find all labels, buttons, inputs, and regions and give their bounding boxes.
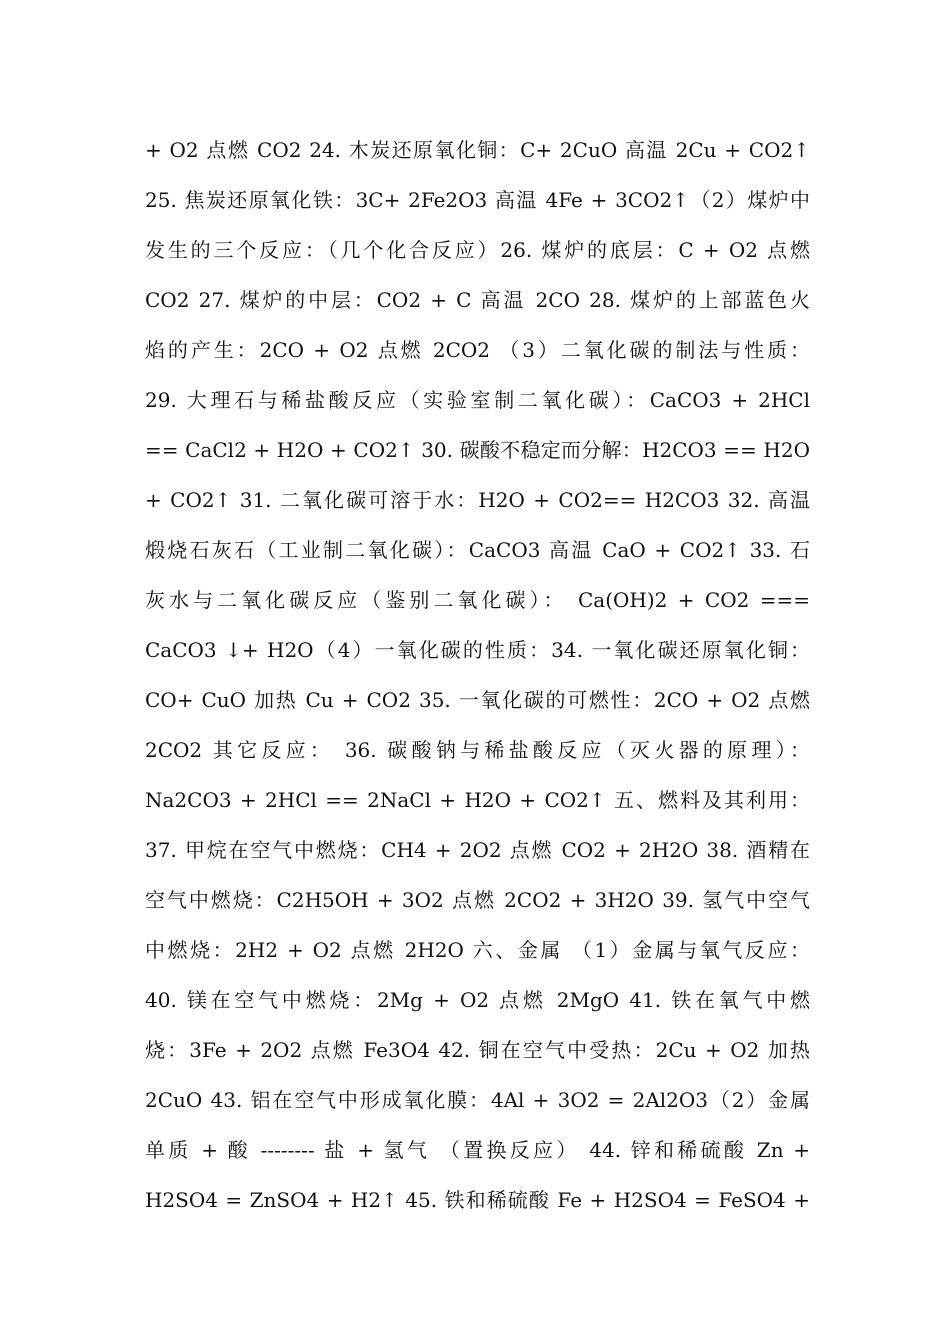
text-line: 37. 甲烷在空气中燃烧：CH4 + 2O2 点燃 CO2 + 2H2O 38. 酒精在 bbox=[145, 838, 810, 862]
text-line: 发生的三个反应：（几个化合反应）26. 煤炉的底层：C + O2 点燃 bbox=[145, 238, 810, 262]
body-text bbox=[145, 128, 810, 1228]
text-line: 煅烧石灰石（工业制二氧化碳）：CaCO3 高温 CaO + CO2↑ 33. 石 bbox=[145, 538, 810, 562]
text-line: 空气中燃烧：C2H5OH + 3O2 点燃 2CO2 + 3H2O 39. 氢气中空气 bbox=[145, 888, 810, 912]
text-line: 单质 + 酸 -------- 盐 + 氢气 （置换反应） 44. 锌和稀硫酸 Zn + bbox=[145, 1138, 810, 1162]
text-line: 2CuO 43. 铝在空气中形成氧化膜：4Al + 3O2 = 2Al2O3（2）金属 bbox=[145, 1088, 810, 1112]
text-line: 2CO2 其它反应： 36. 碳酸钠与稀盐酸反应（灭火器的原理）： bbox=[145, 738, 810, 762]
text-line: 烧：3Fe + 2O2 点燃 Fe3O4 42. 铜在空气中受热：2Cu + O2 加热 bbox=[145, 1038, 810, 1062]
text-line: CaCO3 ↓+ H2O（4）一氧化碳的性质：34. 一氧化碳还原氧化铜： bbox=[145, 638, 810, 662]
text-line: == CaCl2 + H2O + CO2↑ 30. 碳酸不稳定而分解：H2CO3 == H2O bbox=[145, 438, 810, 462]
text-line: CO+ CuO 加热 Cu + CO2 35. 一氧化碳的可燃性：2CO + O2 点燃 bbox=[145, 688, 810, 712]
text-line: + CO2↑ 31. 二氧化碳可溶于水：H2O + CO2== H2CO3 32. 高温 bbox=[145, 488, 810, 512]
text-line: 焰的产生：2CO + O2 点燃 2CO2 （3）二氧化碳的制法与性质： bbox=[145, 338, 810, 362]
text-line: + O2 点燃 CO2 24. 木炭还原氧化铜：C+ 2CuO 高温 2Cu + CO2↑ bbox=[145, 138, 810, 162]
text-line: 25. 焦炭还原氧化铁：3C+ 2Fe2O3 高温 4Fe + 3CO2↑（2）煤炉中 bbox=[145, 188, 810, 212]
text-line: H2SO4 = ZnSO4 + H2↑ 45. 铁和稀硫酸 Fe + H2SO4 = FeSO4 + bbox=[145, 1188, 810, 1212]
text-line: 29. 大理石与稀盐酸反应（实验室制二氧化碳）：CaCO3 + 2HCl bbox=[145, 388, 810, 412]
text-line: 中燃烧：2H2 + O2 点燃 2H2O 六、金属 （1）金属与氧气反应： bbox=[145, 938, 810, 962]
text-line: 40. 镁在空气中燃烧：2Mg + O2 点燃 2MgO 41. 铁在氧气中燃 bbox=[145, 988, 810, 1012]
text-line: Na2CO3 + 2HCl == 2NaCl + H2O + CO2↑ 五、燃料及其利用： bbox=[145, 788, 810, 812]
text-line: CO2 27. 煤炉的中层：CO2 + C 高温 2CO 28. 煤炉的上部蓝色火 bbox=[145, 288, 810, 312]
text-line: 灰水与二氧化碳反应（鉴别二氧化碳）： Ca(OH)2 + CO2 === bbox=[145, 588, 810, 612]
